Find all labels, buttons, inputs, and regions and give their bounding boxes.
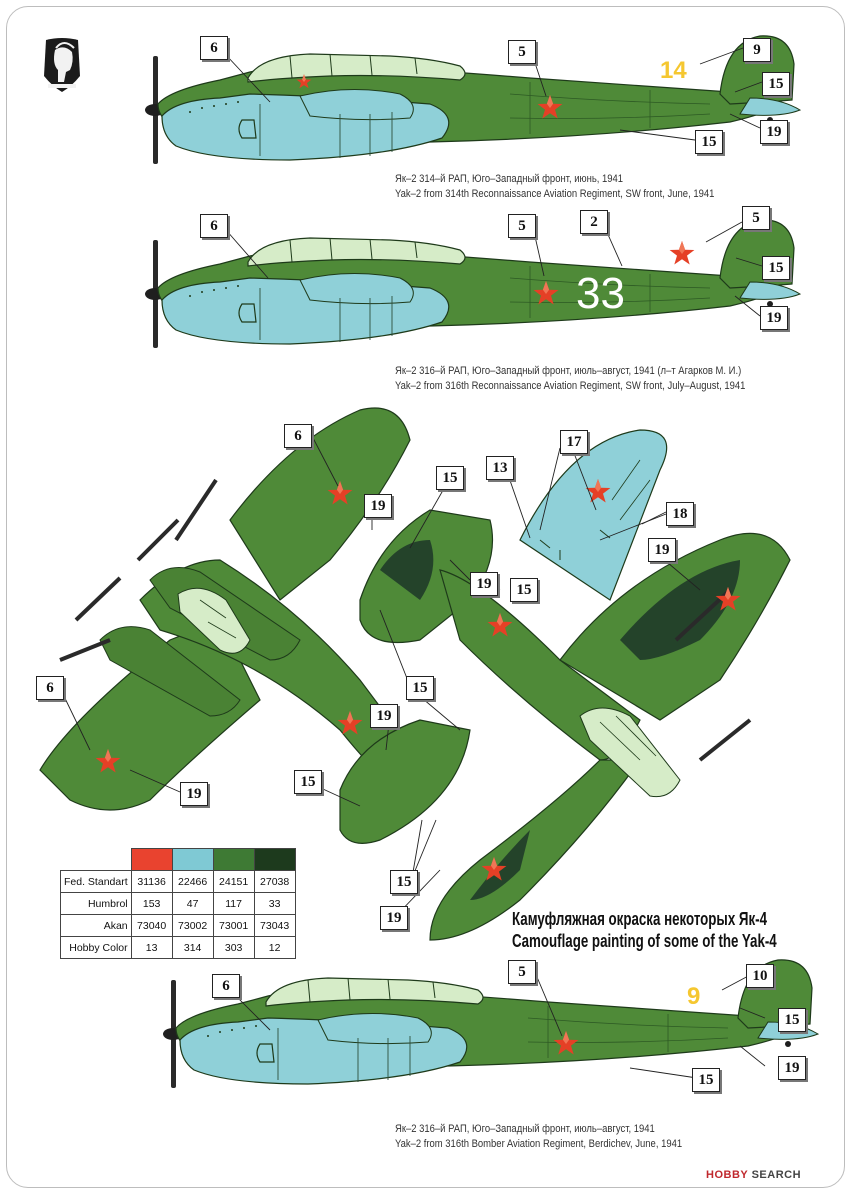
table-row [61,937,296,959]
callout-5: 5 [742,206,770,230]
table-cell: 73040 [131,915,172,937]
callout-15: 15 [762,256,790,280]
callout-13: 13 [486,456,514,480]
callout-15: 15 [436,466,464,490]
table-cell: 47 [172,893,213,915]
callout-10: 10 [746,964,774,988]
watermark [706,1169,801,1181]
tail-fin-detail [520,430,667,600]
row-label: Akan [61,915,132,937]
swatch-dark-green [254,849,295,871]
table-row [61,871,296,893]
caption-profile-1-en: Yak–2 from 314th Reconnaissance Aviation Regiment, SW front, June, 1941 [395,188,715,200]
callout-19: 19 [370,704,398,728]
swatch-red [131,849,172,871]
callout-19: 19 [760,306,788,330]
row-label: Hobby Color [61,937,132,959]
callout-6: 6 [36,676,64,700]
callout-15: 15 [695,130,723,154]
table-cell: 314 [172,937,213,959]
callout-15: 15 [762,72,790,96]
callout-19: 19 [648,538,676,562]
table-cell: 73043 [254,915,295,937]
tail-number-p1: 14 [660,57,687,84]
swatch-blue [172,849,213,871]
callout-15: 15 [294,770,322,794]
caption-profile-1-ru: Як–2 314–й РАП, Юго–Западный фронт, июнь, 1941 [395,173,624,185]
callout-2: 2 [580,210,608,234]
swatch-row [61,849,296,871]
callout-15: 15 [692,1068,720,1092]
caption-profile-2-en: Yak–2 from 316th Reconnaissance Aviation Regiment, SW front, July–August, 1941 [395,380,746,392]
callout-15: 15 [778,1008,806,1032]
callout-19: 19 [778,1056,806,1080]
table-cell: 27038 [254,871,295,893]
table-row [61,915,296,937]
callout-19: 19 [180,782,208,806]
table-cell: 24151 [213,871,254,893]
callout-6: 6 [200,214,228,238]
callout-5: 5 [508,214,536,238]
callout-17: 17 [560,430,588,454]
callout-9: 9 [743,38,771,62]
table-cell: 73001 [213,915,254,937]
row-label: Humbrol [61,893,132,915]
tail-number-p3: 9 [687,983,701,1010]
caption-profile-2-ru: Як–2 316–й РАП, Юго–Западный фронт, июль–август, 1941 (л–т Агарков М. И.) [395,365,742,377]
watermark-suffix: SEARCH [751,1169,802,1181]
camouflage-heading-en: Camouflage painting of some of the Yak-4 [512,931,777,951]
table-cell: 33 [254,893,295,915]
callout-5: 5 [508,960,536,984]
callout-6: 6 [284,424,312,448]
row-label: Fed. Standart [61,871,132,893]
table-cell: 13 [131,937,172,959]
table-cell: 12 [254,937,295,959]
callout-5: 5 [508,40,536,64]
callout-15: 15 [510,578,538,602]
profile-2-aircraft [145,220,800,348]
tail-number-p2: 33 [576,269,625,318]
callout-19: 19 [760,120,788,144]
table-cell: 22466 [172,871,213,893]
table-cell: 31136 [131,871,172,893]
camouflage-heading [512,908,777,952]
callout-6: 6 [200,36,228,60]
callout-19: 19 [470,572,498,596]
caption-profile-3-en: Yak–2 from 316th Bomber Aviation Regiment, Berdichev, June, 1941 [395,1138,683,1150]
table-cell: 303 [213,937,254,959]
table-cell: 73002 [172,915,213,937]
callout-6: 6 [212,974,240,998]
table-cell: 153 [131,893,172,915]
table-cell: 117 [213,893,254,915]
callout-19: 19 [364,494,392,518]
callout-19: 19 [380,906,408,930]
watermark-brand: HOBBY [706,1169,749,1181]
paint-reference-table [60,848,296,959]
callout-15: 15 [390,870,418,894]
swatch-green [213,849,254,871]
caption-profile-3-ru: Як–2 316–й РАП, Юго–Западный фронт, июль–август, 1941 [395,1123,655,1135]
table-row [61,893,296,915]
callout-18: 18 [666,502,694,526]
camouflage-heading-ru: Камуфляжная окраска некоторых Як-4 [512,909,768,929]
callout-15: 15 [406,676,434,700]
